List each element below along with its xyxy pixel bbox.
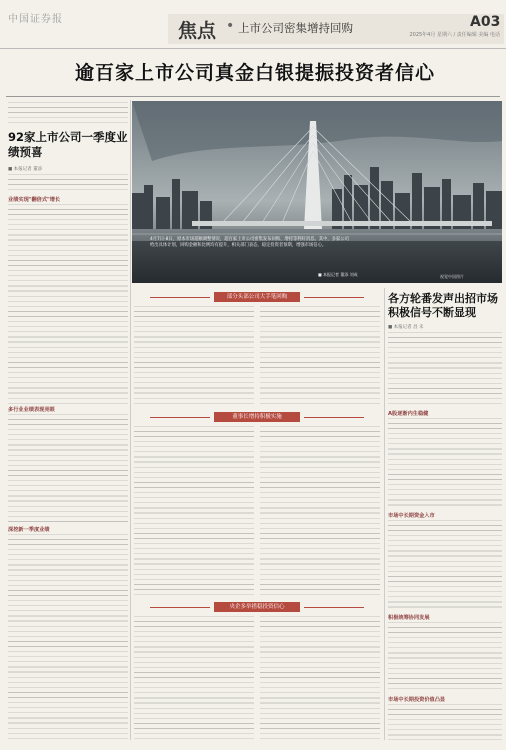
left-story-body-3 [8,534,128,740]
left-subhead-2: 多行业业绩表现亮眼 [8,407,55,413]
right-story-title: 各方轮番发声出招市场积极信号不断显现 [388,292,498,319]
middle-col-b-body-3 [260,616,380,740]
headline-rule [6,96,500,97]
left-column-top-text [8,102,128,126]
left-story-body-2 [8,414,128,524]
middle-col-a-body-1 [134,306,254,406]
photo-credit: 视觉中国图片 [440,274,464,279]
header-rule [0,48,506,49]
photo-caption: 4月7日-8日，原本市场超额调整情况，超百家上市公司密集发布回购、增持等利好消息。其中，多家公司给出具体计划，回购金额和比例均有提升，相关部门表态，稳定投资者预期，增强市场信心。 [150,237,349,248]
right-subhead-1: A股逐渐内生稳健 [388,411,429,417]
section-tag: 焦点 [178,20,217,42]
page-headline: 逾百家上市公司真金白银提振投资者信心 [74,62,435,84]
masthead: 中国证券报 [8,14,63,25]
section-separator: • [226,18,235,34]
right-story-body-4 [388,704,502,740]
right-story-intro [388,332,502,406]
left-story-byline: ■ 本报记者 董添 [8,167,43,172]
photo-byline: ■ 本报记者 董添 刘成 [318,272,358,277]
right-subhead-3: 积极统筹协同发展 [388,615,430,621]
middle-col-b-body-2 [260,426,380,596]
left-subhead-1: 业绩实现"翻倍式"增长 [8,197,61,203]
left-story-title: 92家上市公司一季度业绩预喜 [8,130,128,159]
middle-boxhead-2: 董事长增持积极实施 [214,412,300,422]
right-story-body-3 [388,622,502,692]
left-subhead-3: 深挖新一季度业绩 [8,527,50,533]
middle-col-a-body-2 [134,426,254,596]
column-divider [384,288,385,740]
page-number: A03 [470,14,501,30]
bridge-city-photo [132,101,502,283]
middle-col-a-body-3 [134,616,254,740]
right-subhead-2: 市场中长期资金入市 [388,513,435,519]
right-story-byline: ■ 本报记者 昌 未 [388,325,424,330]
left-story-body-1 [8,204,128,404]
middle-boxhead-1: 部分头部公司大手笔回购 [214,292,300,302]
right-subhead-4: 市场中长期投资价值凸显 [388,697,446,703]
left-story-intro [8,174,128,194]
right-story-body-1 [388,418,502,508]
header-meta: 2025年4月 星期六 / 责任编辑 美编 电话 [409,32,500,38]
middle-boxhead-3: 央企多举措稳投资信心 [214,602,300,612]
column-divider [130,100,131,740]
middle-col-b-body-1 [260,306,380,406]
section-name: 上市公司密集增持回购 [238,21,353,35]
right-story-body-2 [388,520,502,610]
